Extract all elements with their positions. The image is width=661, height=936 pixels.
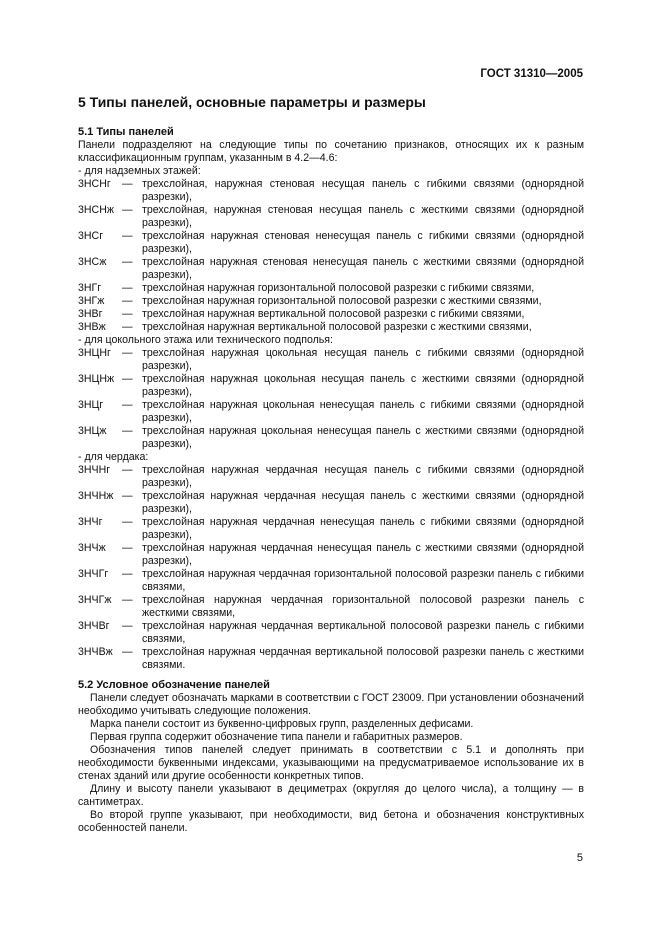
page-number: 5: [576, 852, 583, 864]
paragraph: Обозначения типов панелей следует принимать в соответствии с 5.1 и дополнять при необходимости буквенными индексами, указывающими на предусматриваемое использование их в стенах зданий или другие особенности конкретных типов.: [78, 744, 584, 782]
list-item: 3НСг — трехслойная наружная стеновая ненесущая панель с гибкими связями (однорядной разрезки),: [78, 230, 584, 255]
paragraph: Панели подразделяют на следующие типы по сочетанию признаков, относящих их к разным классификационным группам, указанным в 4.2—4.6:: [78, 139, 584, 164]
list-item: 3НЧНж — трехслойная наружная чердачная несущая панель с жесткими связями (однорядной разрезки),: [78, 490, 584, 515]
paragraph: Во второй группе указывают, при необходимости, вид бетона и обозначения конструктивных особенностей панели.: [78, 809, 584, 834]
list-item: 3НЧВг — трехслойная наружная чердачная вертикальной полосовой разрезки панель с гибкими связями,: [78, 620, 584, 645]
document-body: [78, 126, 584, 835]
subsection-title-5-1: 5.1 Типы панелей: [78, 126, 174, 138]
paragraph: Первая группа содержит обозначение типа панели и габаритных размеров.: [90, 731, 463, 743]
group-label: - для цокольного этажа или технического подполья:: [78, 334, 333, 346]
list-item: 3НВг — трехслойная наружная вертикальной полосовой разрезки с гибкими связями,: [78, 308, 525, 320]
list-item: 3НЧВж — трехслойная наружная чердачная вертикальной полосовой разрезки панель с жесткими связями.: [78, 646, 584, 671]
list-item: 3НСНг — трехслойная, наружная стеновая несущая панель с гибкими связями (однорядной разрезки),: [78, 178, 584, 203]
document-id: ГОСТ 31310—2005: [480, 68, 583, 80]
list-item: 3НСж — трехслойная наружная стеновая ненесущая панель с жесткими связями (однорядной разрезки),: [78, 256, 584, 281]
list-item: 3НЦНг — трехслойная наружная цокольная несущая панель с гибкими связями (однорядной разрезки),: [78, 347, 584, 372]
list-item: 3НЧНг — трехслойная наружная чердачная несущая панель с гибкими связями (однорядной разрезки),: [78, 464, 584, 489]
list-item: 3НЧГж — трехслойная наружная чердачная горизонтальной полосовой разрезки панель с жесткими связями,: [78, 594, 584, 619]
list-item: 3НЦг — трехслойная наружная цокольная ненесущая панель с гибкими связями (однорядной разрезки),: [78, 399, 584, 424]
list-item: 3НЦНж — трехслойная наружная цокольная несущая панель с жесткими связями (однорядной разрезки),: [78, 373, 584, 398]
section-title: 5 Типы панелей, основные параметры и размеры: [78, 94, 426, 110]
paragraph: Длину и высоту панели указывают в дециметрах (округляя до целого числа), а толщину — в сантиметрах.: [78, 783, 584, 808]
subsection-title-5-2: 5.2 Условное обозначение панелей: [78, 679, 270, 691]
paragraph: Панели следует обозначать марками в соответствии с ГОСТ 23009. При установлении обозначений необходимо учитывать следующие положения.: [78, 692, 584, 717]
group-label: - для чердака:: [78, 451, 149, 463]
group-label: - для надземных этажей:: [78, 165, 201, 177]
list-item: 3НГж — трехслойная наружная горизонтальной полосовой разрезки с жесткими связями,: [78, 295, 542, 307]
list-item: 3НЧж — трехслойная наружная чердачная ненесущая панель с жесткими связями (однорядной разрезки),: [78, 542, 584, 567]
list-item: 3НЧГг — трехслойная наружная чердачная горизонтальной полосовой разрезки панель с гибкими связями,: [78, 568, 584, 593]
list-item: 3НЦж — трехслойная наружная цокольная ненесущая панель с жесткими связями (однорядной разрезки),: [78, 425, 584, 450]
paragraph: Марка панели состоит из буквенно-цифровых групп, разделенных дефисами.: [90, 718, 474, 730]
list-item: 3НВж — трехслойная наружная вертикальной полосовой разрезки с жесткими связями,: [78, 321, 532, 333]
list-item: 3НСНж — трехслойная, наружная стеновая несущая панель с жесткими связями (однорядной разрезки),: [78, 204, 584, 229]
list-item: 3НГг — трехслойная наружная горизонтальной полосовой разрезки с гибкими связями,: [78, 282, 535, 294]
list-item: 3НЧг — трехслойная наружная чердачная ненесущая панель с гибкими связями (однорядной разрезки),: [78, 516, 584, 541]
